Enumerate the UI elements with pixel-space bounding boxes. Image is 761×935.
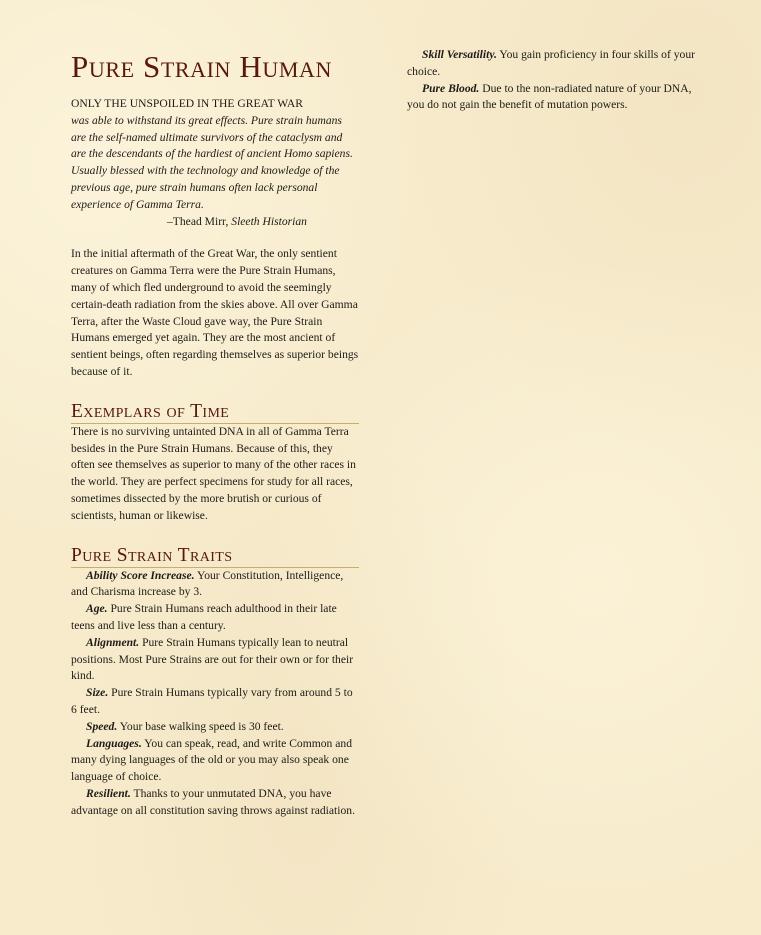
trait-text: Your Constitution, Intelligence, and Charisma increase by 3.: [71, 568, 344, 599]
trait-name: Speed.: [86, 719, 118, 733]
trait-name: Alignment.: [86, 635, 140, 649]
trait-pure-blood: [407, 81, 699, 115]
trait-text: You can speak, read, and write Common and many dying languages of the old or you may also speak one language of choice.: [71, 736, 352, 784]
trait-alignment: [71, 635, 359, 685]
trait-text: Pure Strain Humans reach adulthood in their late teens and live less than a century.: [71, 602, 337, 632]
trait-text: Pure Strain Humans typically vary from around 5 to 6 feet.: [71, 686, 353, 716]
trait-text: Thanks to your unmutated DNA, you have advantage on all constitution saving throws against radiation.: [71, 786, 355, 817]
left-column: [71, 50, 359, 819]
trait-resilient: [71, 786, 359, 820]
flavor-quote: [71, 96, 359, 230]
quote-attribution: [71, 214, 359, 231]
trait-skill-versatility: [407, 47, 699, 81]
trait-text: Pure Strain Humans typically lean to neutral positions. Most Pure Strains are out for their own or for their kind.: [71, 635, 354, 683]
trait-name: Size.: [86, 686, 109, 700]
quote-body: was able to withstand its great effects. Pure strain humans are the self-named ultimate survivors of the cataclysm and are the descendants of the hardiest of ancient Homo sapiens. Usually blessed with the technology and knowledge of the previous age, pure strain humans often lack personal experience of Gamma Terra.: [71, 113, 353, 211]
trait-ability-score: [71, 568, 359, 602]
right-column: [407, 47, 699, 114]
trait-name: Age.: [86, 602, 108, 616]
section-heading-traits: Pure Strain Traits: [71, 545, 359, 568]
trait-speed: [71, 719, 359, 736]
trait-name: Ability Score Increase.: [86, 568, 195, 582]
section-heading-exemplars: Exemplars of Time: [71, 401, 359, 424]
trait-text: You gain proficiency in four skills of your choice.: [407, 48, 695, 78]
quote-lead: ONLY THE UNSPOILED IN THE GREAT WAR: [71, 97, 303, 110]
trait-text: Due to the non-radiated nature of your DNA, you do not gain the benefit of mutation powers.: [407, 81, 692, 112]
trait-text: Your base walking speed is 30 feet.: [119, 719, 284, 733]
trait-name: Pure Blood.: [422, 81, 480, 95]
trait-size: [71, 685, 359, 719]
attribution-name: –Thead Mirr,: [167, 214, 229, 228]
trait-languages: [71, 736, 359, 786]
trait-name: Resilient.: [86, 786, 131, 800]
page-title: Pure Strain Human: [71, 49, 333, 84]
traits-list: [71, 568, 359, 820]
trait-name: Skill Versatility.: [422, 48, 497, 61]
attribution-source: Sleeth Historian: [231, 214, 307, 228]
intro-paragraph: In the initial aftermath of the Great War, the only sentient creatures on Gamma Terra were the Pure Strain Humans, many of which fled underground to avoid the seemingly certain-death radiation from the skies above. All over Gamma Terra, after the Waste Cloud gave way, the Pure Strain Humans emerged yet again. They are the most ancient of sentient beings, often regarding themselves as superior beings because of it.: [71, 247, 359, 378]
trait-age: [71, 601, 359, 635]
exemplars-paragraph: There is no surviving untainted DNA in all of Gamma Terra besides in the Pure Strain Humans. Because of this, they often see themselves as superior to many of the other races in the world. They are perfect specimens for study for all races, sometimes dissected by the more brutish or curious of scientists, human or likewise.: [71, 424, 356, 522]
trait-name: Languages.: [86, 736, 142, 750]
